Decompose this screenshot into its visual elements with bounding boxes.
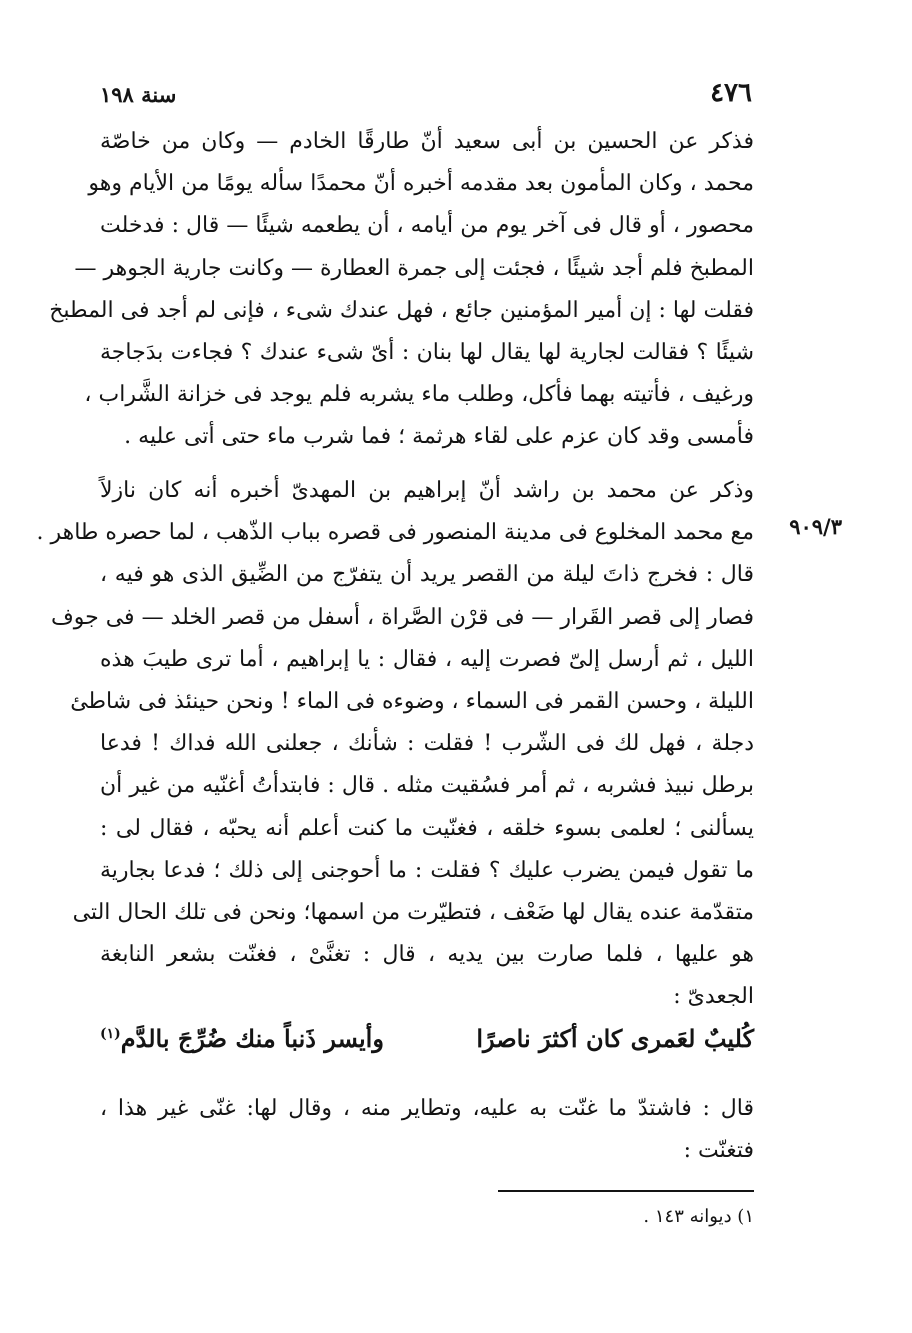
text-line: الليل ، ثم أرسل إلىّ فصرت إليه ، فقال : يا إبراهيم ، أما ترى طيبَ هذه [100,646,754,672]
text-line: دجلة ، فهل لك فى الشّرب ! فقلت : شأنك ، جعلنى الله فداك ! فدعا [100,731,754,757]
margin-reference: ٩٠٩/٣ [789,514,842,539]
footnote-marker: (١) [100,1026,121,1042]
text-line: الجعدىّ : [673,984,754,1010]
text-line: يسألنى ؛ لعلمى بسوء خلقه ، فغنّيت ما كنت أعلم أنه يحبّه ، فقال لى : [100,815,754,841]
text-line: قال : فاشتدّ ما غنّت به عليه، وتطاير منه ، وقال لها: غنّى غير هذا ، [100,1096,754,1121]
text-line: محصور ، أو قال فى آخر يوم من أيامه ، أن يطعمه شيئًا — قال : فدخلت [100,213,754,239]
poem-hemistich-1: كُليبٌ لعَمرى كان أكثرَ ناصرًا [476,1024,754,1053]
paragraph-1 [49,121,754,459]
poem-hemistich-2-text: وأيسر ذَنباً منك ضُرِّجَ بالدَّم [120,1024,384,1053]
page-header [100,78,752,118]
text-line: ما تقول فيمن يضرب عليك ؟ فقلت : ما أحوجنى إلى ذلك ؛ فدعا بجارية [100,857,754,883]
poem-verse [100,1024,754,1072]
footnote: ١) ديوانه ١٤٣ . [643,1206,754,1227]
text-line: متقدّمة عنده يقال لها ضَعْف ، فتطيّرت من اسمها؛ ونحن فى تلك الحال التى [72,899,754,925]
footnote-divider [498,1190,754,1192]
poem-hemistich-2 [100,1024,384,1053]
text-line: فصار إلى قصر القَرار — فى قرْن الصَّراة ، أسفل من قصر الخلد — فى جوف [50,604,754,630]
text-line: وذكر عن محمد بن راشد أنّ إبراهيم بن المهدىّ أخبره أنه كان نازلاً [100,478,754,503]
text-line: فذكر عن الحسين بن أبى سعيد أنّ طارقًا الخادم — وكان من خاصّة [100,129,754,154]
text-line: محمد ، وكان المأمون بعد مقدمه أخبره أنّ محمدًا سأله يومًا من الأيام وهو [88,171,754,197]
text-line: المطبخ فلم أجد شيئًا ، فجئت إلى جمرة العطارة — وكانت جارية الجوهر — [74,255,754,281]
text-line: فتغنّت : [683,1138,754,1164]
paragraph-3 [100,1088,754,1172]
text-line: الليلة ، وحسن القمر فى السماء ، وضوءه فى الماء ! ونحن حينئذ فى شاطئ [70,688,754,714]
text-line: هو عليها ، فلما صارت بين يديه ، قال : تغنَّىْ ، فغنّت بشعر النابغة [100,942,754,968]
paragraph-2 [36,470,755,1018]
text-line: فقلت لها : إن أمير المؤمنين جائع ، فهل عندك شىء ، فإنى لم أجد فى المطبخ [49,297,754,323]
page-number: ٤٧٦ [710,78,752,108]
text-line: شيئًا ؟ فقالت لجارية لها يقال لها بنان : أىّ شىء عندك ؟ فجاءت بدَجاجة [100,339,754,365]
text-line: قال : فخرج ذاتَ ليلة من القصر يريد أن يتفرّج من الضِّيق الذى هو فيه ، [100,562,754,588]
running-head-year: سنة ١٩٨ [100,82,177,107]
text-line: ورغيف ، فأتيته بهما فأكل، وطلب ماء يشربه فلم يوجد فى خزانة الشَّراب ، [84,382,754,408]
text-line: مع محمد المخلوع فى مدينة المنصور فى قصره بباب الذّهب ، لما حصره طاهر . [36,520,754,546]
text-line: فأمسى وقد كان عزم على لقاء هرثمة ؛ فما شرب ماء حتى أتى عليه . [124,424,754,450]
text-line: برطل نبيذ فشربه ، ثم أمر فسُقيت مثله . قال : فابتدأتُ أغنّيه من غير أن [100,773,755,799]
